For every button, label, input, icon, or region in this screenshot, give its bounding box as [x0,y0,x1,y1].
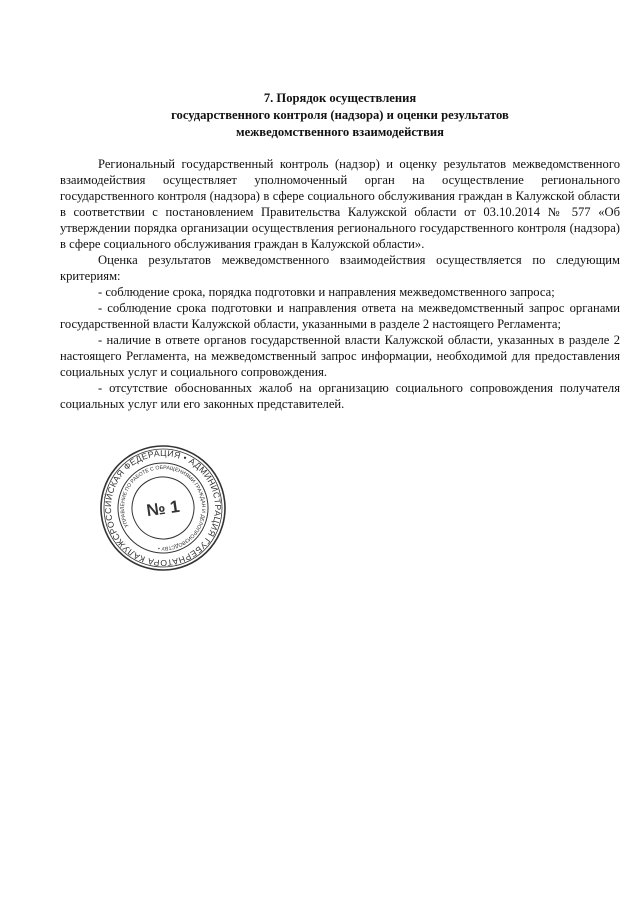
criterion-no-complaints: - отсутствие обоснованных жалоб на организацию социального сопровождения получателя социальных услуг или его законных представителей. [60,381,620,411]
section-heading [60,90,620,141]
official-seal-stamp [98,443,228,573]
heading-line-3: межведомственного взаимодействия [236,125,444,139]
seal-outer-text: РОССИЙСКАЯ ФЕДЕРАЦИЯ • АДМИНИСТРАЦИЯ ГУБЕРНАТОРА КАЛУЖСКОЙ [102,447,224,569]
seal-number: № 1 [145,496,181,521]
paragraph-criteria-intro: Оценка результатов межведомственного взаимодействия осуществляется по следующим критериям: [60,253,620,283]
document-body [60,156,620,412]
paragraph-control-authority: Региональный государственный контроль (надзор) и оценку результатов межведомственного взаимодействия осуществляет уполномоченный орган на осуществление регионального государственного контроля (надзора) в сфере социального обслуживания граждан в Калужской области в соответствии с постановлением Правительства Калужской области от 03.10.2014 № 577 «Об утверждении порядка организации осуществления регионального государственного контроля (надзора) в сфере социального обслуживания граждан в Калужской области». [60,157,620,251]
heading-line-2: государственного контроля (надзора) и оценки результатов [171,108,509,122]
seal-inner-text: УПРАВЛЕНИЕ ПО РАБОТЕ С ОБРАЩЕНИЯМИ ГРАЖДАН И ДЕЛОПРОИЗВОДСТВУ • [119,464,207,552]
criterion-response-information: - наличие в ответе органов государственной власти Калужской области, указанных в разделе 2 настоящего Регламента, на межведомственный запрос информации, необходимой для предоставления социальных услуг и социального сопровождения. [60,333,620,379]
heading-line-1: 7. Порядок осуществления [263,91,417,105]
criterion-response-deadline: - соблюдение срока подготовки и направления ответа на межведомственный запрос органами государственной власти Калужской области, указанными в разделе 2 настоящего Регламента; [60,301,620,331]
criterion-request-deadline: - соблюдение срока, порядка подготовки и направления межведомственного запроса; [98,285,555,299]
